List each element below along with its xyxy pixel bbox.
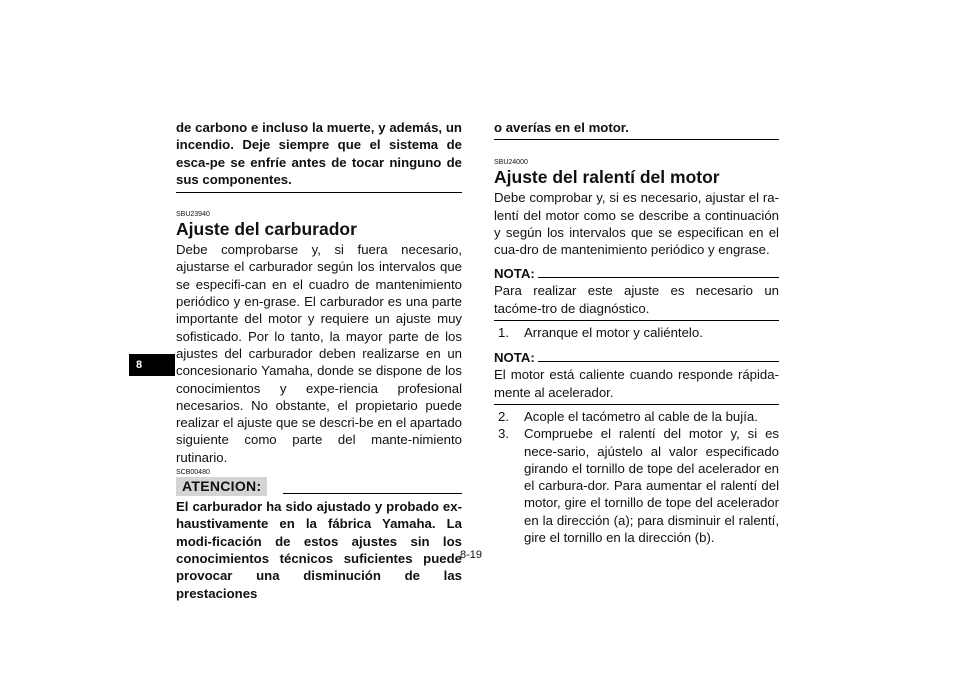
body-text-ralenti: Debe comprobar y, si es necesario, ajustar el ra-lentí del motor como se describe a continuación y según los intervalos que se especifican en el cua-dro de mantenimiento periódico y engrase. [494,190,779,258]
note1-rule [538,277,779,278]
note2-text: El motor está caliente cuando responde rápida-mente al acelerador. [494,367,779,400]
warning-end-rule [176,192,462,193]
step-1-text: Arranque el motor y caliéntelo. [524,325,703,341]
note1-label: NOTA: [494,266,535,282]
note2-label: NOTA: [494,350,535,366]
section-code-carburador: SBU23940 [176,211,210,219]
step-2-number: 2. [498,408,509,424]
left-column [176,119,462,602]
step-3-text: Compruebe el ralentí del motor y, si es nece-sario, ajústelo al valor especificado girando el tornillo de tope del acelerador en el carbura-dor. Para aumentar el ralentí del motor, gire el tornillo de tope del acelerador en la dirección (a); para disminuir el ralentí, gire el tornillo en la dirección (b). [524,426,779,546]
caution-code: SCB00480 [176,469,210,477]
step-1-number: 1. [498,325,509,341]
step-1 [494,324,779,341]
section-code-ralenti: SBU24000 [494,159,528,167]
note2-header [494,350,779,366]
step-2 [494,408,779,425]
caution-header [176,477,462,496]
step-3 [494,425,779,546]
section-title-ralenti: Ajuste del ralentí del motor [494,167,720,188]
caution-label: ATENCION: [176,477,267,496]
caution-rule [283,493,462,494]
page-number: 8-19 [460,549,483,561]
section-title-carburador: Ajuste del carburador [176,219,357,240]
step-3-number: 3. [498,426,509,442]
caution-continuation: o averías en el motor. [494,120,629,135]
caution-end-rule [494,139,779,140]
note1-text: Para realizar este ajuste es necesario un tacóme-tro de diagnóstico. [494,283,779,316]
section-tab: 8 [129,354,175,376]
right-column [494,119,779,546]
note1-header [494,266,779,282]
step-2-text: Acople el tacómetro al cable de la bujía. [524,408,758,424]
note2-rule [538,361,779,362]
warning-continuation: de carbono e incluso la muerte, y además, un incendio. Deje siempre que el sistema de esca-pe se enfríe antes de tocar ninguno de sus componentes. [176,120,462,187]
note1-end-rule [494,320,779,321]
caution-text: El carburador ha sido ajustado y probado ex-haustivamente en la fábrica Yamaha. La modi-ficación de estos ajustes sin los conocimientos técnicos suficientes puede provocar una disminución de las prestaciones [176,499,462,601]
body-text-carburador: Debe comprobarse y, si fuera necesario, ajustarse el carburador según los intervalos que se especifi-can en el cuadro de mantenimiento periódico y en-grase. El carburador es una parte importante del motor y requiere un ajuste muy sofisticado. Por lo tanto, la mayor parte de los ajustes del carburador deben realizarse en un concesionario Yamaha, donde se dispone de los conocimientos y expe-riencia profesional necesarios. No obstante, el propietario puede realizar el ajuste que se descri-be en el apartado siguiente como parte del mante-nimiento rutinario. [176,242,462,465]
note2-end-rule [494,404,779,405]
